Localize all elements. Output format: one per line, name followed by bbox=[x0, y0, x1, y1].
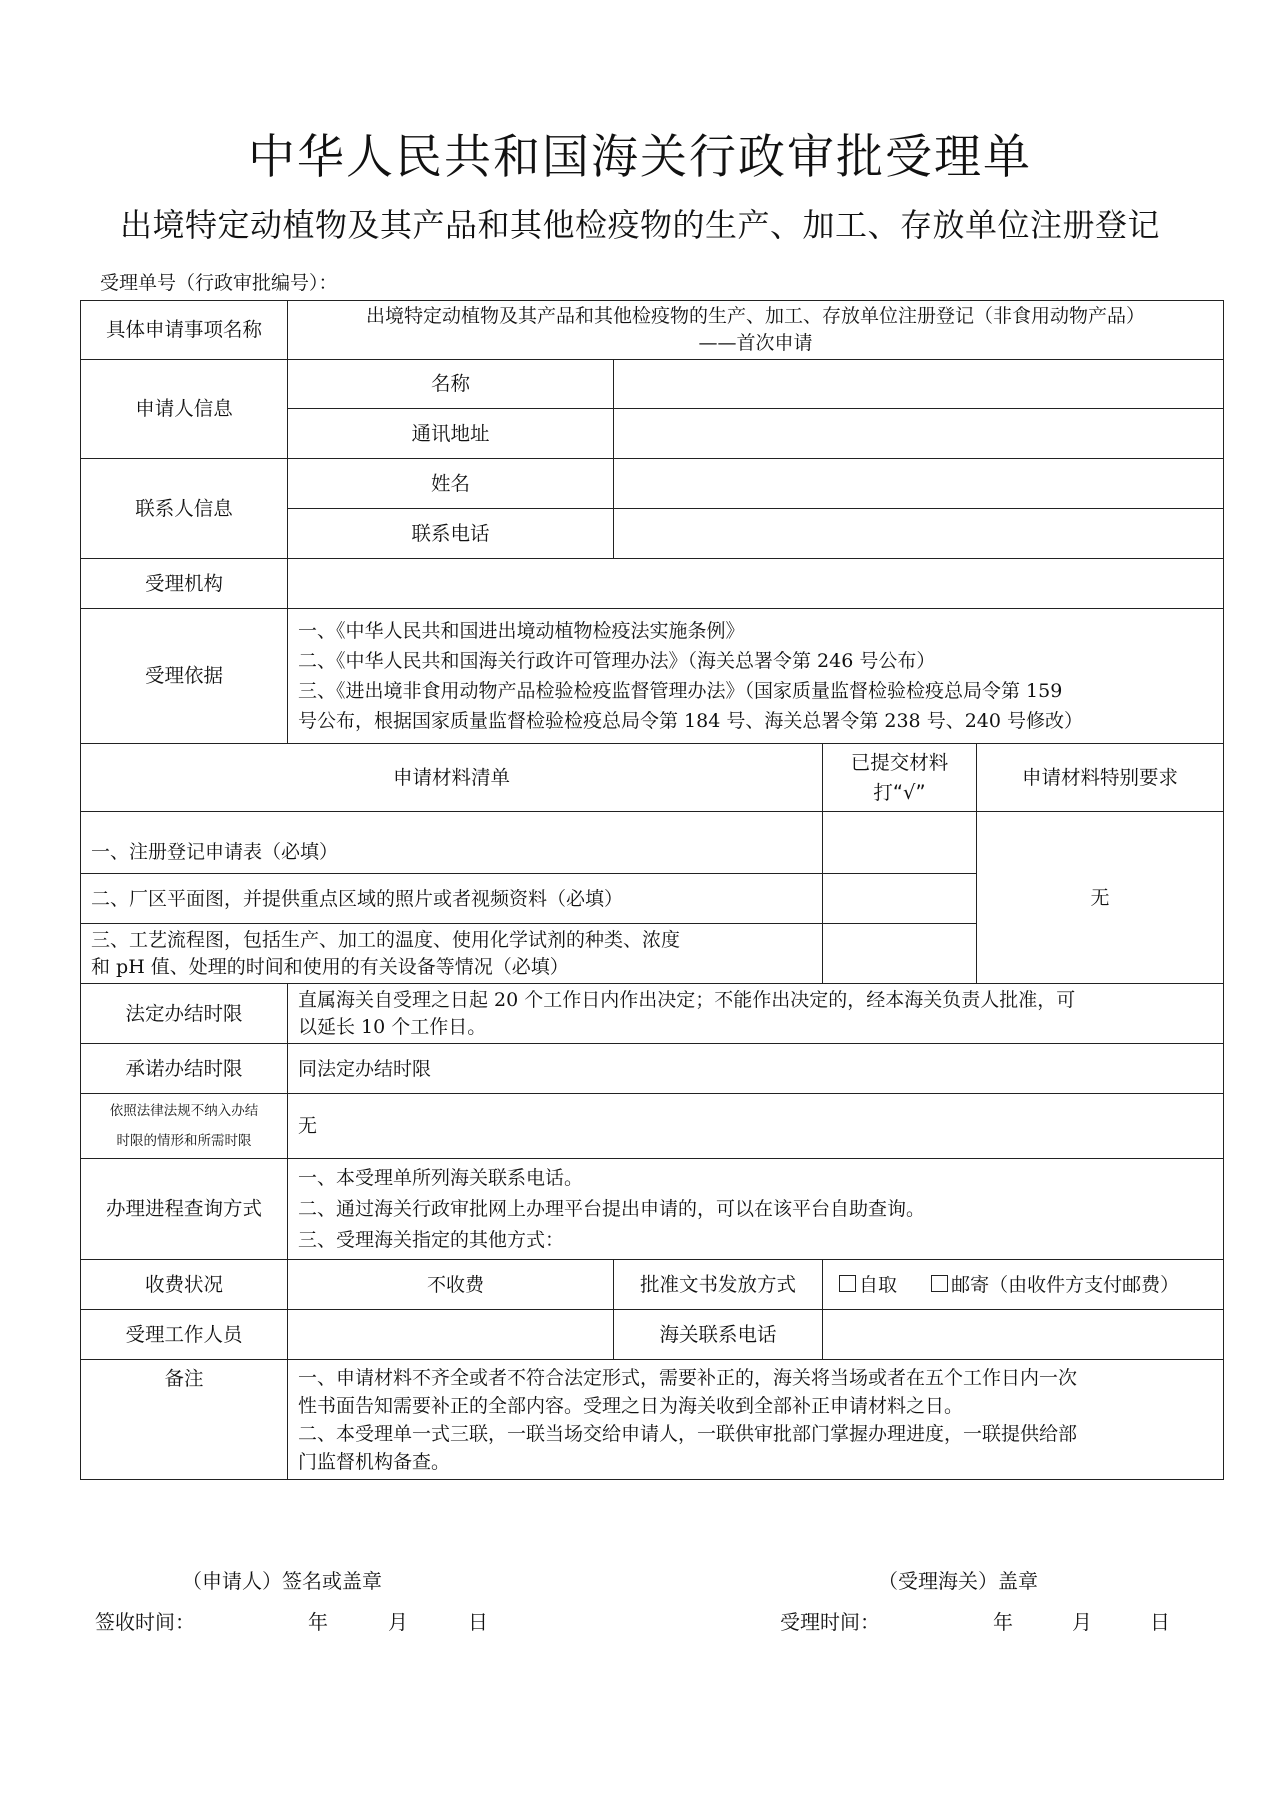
legal-deadline-line2: 以延长 10 个工作日。 bbox=[298, 1015, 487, 1038]
legal-deadline-value bbox=[288, 984, 1224, 1044]
delivery-method-options bbox=[823, 1260, 1224, 1310]
customs-year-label: 年 bbox=[993, 1610, 1013, 1634]
material-item-line2: 和 pH 值、处理的时间和使用的有关设备等情况（必填） bbox=[91, 955, 569, 978]
materials-submitted-header-line1: 已提交材料 bbox=[850, 750, 949, 774]
applicant-info-label: 申请人信息 bbox=[81, 360, 288, 459]
basis-line: 三、《进出境非食用动物产品检验检疫监督管理办法》（国家质量监督检验检疫总局令第 159 bbox=[298, 680, 1063, 702]
page-subtitle: 出境特定动植物及其产品和其他检疫物的生产、加工、存放单位注册登记 bbox=[119, 206, 1160, 244]
remarks-line: 门监督机构备查。 bbox=[298, 1450, 451, 1473]
material-checkbox-cell[interactable] bbox=[823, 874, 977, 924]
page-title: 中华人民共和国海关行政审批受理单 bbox=[248, 130, 1032, 185]
applicant-sign-time-label: 签收时间： bbox=[95, 1610, 195, 1634]
remarks-label: 备注 bbox=[81, 1360, 288, 1480]
progress-query-label: 办理进程查询方式 bbox=[81, 1159, 288, 1260]
excluded-time-label-line2: 时限的情形和所需时限 bbox=[116, 1133, 252, 1149]
agency-label: 受理机构 bbox=[81, 559, 288, 609]
material-checkbox-cell[interactable] bbox=[823, 924, 977, 984]
row-excluded-time bbox=[81, 1094, 1224, 1159]
row-basis bbox=[81, 609, 1224, 744]
row-progress-query bbox=[81, 1159, 1224, 1260]
material-checkbox-cell[interactable] bbox=[823, 812, 977, 874]
contact-info-label: 联系人信息 bbox=[81, 459, 288, 559]
customs-day-label: 日 bbox=[1150, 1610, 1170, 1634]
progress-query-line: 一、本受理单所列海关联系电话。 bbox=[298, 1166, 584, 1189]
item-name-line1: 出境特定动植物及其产品和其他检疫物的生产、加工、存放单位注册登记（非食用动物产品） bbox=[366, 305, 1146, 327]
materials-list-header: 申请材料清单 bbox=[81, 744, 823, 812]
row-legal-deadline bbox=[81, 984, 1224, 1044]
fee-status-label: 收费状况 bbox=[81, 1260, 288, 1310]
materials-submitted-header bbox=[823, 744, 977, 812]
material-item bbox=[81, 924, 823, 984]
customs-phone-field[interactable] bbox=[823, 1310, 1224, 1360]
applicant-year-label: 年 bbox=[308, 1610, 328, 1634]
contact-name-label: 姓名 bbox=[288, 459, 614, 509]
legal-deadline-line1: 直属海关自受理之日起 20 个工作日内作出决定；不能作出决定的，经本海关负责人批准，可 bbox=[298, 988, 1076, 1011]
delivery-option-mail[interactable] bbox=[931, 1274, 1179, 1296]
applicant-address-label: 通讯地址 bbox=[288, 409, 614, 459]
customs-seal-label: （受理海关）盖章 bbox=[878, 1569, 1038, 1593]
legal-deadline-label: 法定办结时限 bbox=[81, 984, 288, 1044]
material-row bbox=[81, 812, 1224, 874]
applicant-address-field[interactable] bbox=[614, 409, 1224, 459]
excluded-time-label bbox=[81, 1094, 288, 1159]
applicant-day-label: 日 bbox=[468, 1610, 488, 1634]
delivery-method-label: 批准文书发放方式 bbox=[614, 1260, 823, 1310]
remarks-line: 性书面告知需要补正的全部内容。受理之日为海关收到全部补正申请材料之日。 bbox=[298, 1394, 964, 1417]
basis-line: 二、《中华人民共和国海关行政许可管理办法》（海关总署令第 246 号公布） bbox=[298, 650, 936, 672]
row-fee bbox=[81, 1260, 1224, 1310]
row-agency bbox=[81, 559, 1224, 609]
contact-phone-label: 联系电话 bbox=[288, 509, 614, 559]
remarks-line: 一、申请材料不齐全或者不符合法定形式，需要补正的，海关将当场或者在五个工作日内一次 bbox=[298, 1366, 1078, 1389]
applicant-signature-label: （申请人）签名或盖章 bbox=[182, 1569, 382, 1593]
material-item-line1: 三、工艺流程图，包括生产、加工的温度、使用化学试剂的种类、浓度 bbox=[91, 928, 681, 951]
basis-label: 受理依据 bbox=[81, 609, 288, 744]
basis-line: 号公布，根据国家质量监督检验检疫总局令第 184 号、海关总署令第 238 号、240 号修改） bbox=[298, 710, 1083, 732]
row-applicant-name bbox=[81, 360, 1224, 409]
progress-query-line: 二、通过海关行政审批网上办理平台提出申请的，可以在该平台自助查询。 bbox=[298, 1197, 926, 1220]
customs-month-label: 月 bbox=[1072, 1610, 1092, 1634]
row-staff bbox=[81, 1310, 1224, 1360]
acceptance-form-table bbox=[80, 300, 1224, 1480]
materials-requirements-header: 申请材料特别要求 bbox=[977, 744, 1224, 812]
applicant-name-field[interactable] bbox=[614, 360, 1224, 409]
basis-content bbox=[288, 609, 1224, 744]
promised-deadline-label: 承诺办结时限 bbox=[81, 1044, 288, 1094]
checkbox-icon[interactable] bbox=[839, 1275, 856, 1292]
materials-submitted-header-line2: 打“√” bbox=[873, 780, 926, 804]
row-materials-header bbox=[81, 744, 1224, 812]
remarks-content bbox=[288, 1360, 1224, 1480]
applicant-month-label: 月 bbox=[388, 1610, 408, 1634]
acceptance-number-label: 受理单号（行政审批编号）： bbox=[100, 272, 338, 294]
item-name-label: 具体申请事项名称 bbox=[81, 301, 288, 360]
item-name-line2: ——首次申请 bbox=[698, 332, 813, 354]
delivery-option-self-label: 自取 bbox=[859, 1273, 898, 1296]
excluded-time-value: 无 bbox=[288, 1094, 1224, 1159]
staff-label: 受理工作人员 bbox=[81, 1310, 288, 1360]
applicant-name-label: 名称 bbox=[288, 360, 614, 409]
promised-deadline-value: 同法定办结时限 bbox=[288, 1044, 1224, 1094]
staff-field[interactable] bbox=[288, 1310, 614, 1360]
checkbox-icon[interactable] bbox=[931, 1275, 948, 1292]
excluded-time-label-line1: 依照法律法规不纳入办结 bbox=[109, 1103, 259, 1119]
customs-phone-label: 海关联系电话 bbox=[614, 1310, 823, 1360]
material-item: 二、厂区平面图，并提供重点区域的照片或者视频资料（必填） bbox=[81, 874, 823, 924]
materials-requirements-value: 无 bbox=[977, 812, 1224, 984]
contact-phone-field[interactable] bbox=[614, 509, 1224, 559]
customs-accept-time-label: 受理时间： bbox=[780, 1610, 880, 1634]
progress-query-line: 三、受理海关指定的其他方式： bbox=[298, 1228, 565, 1251]
row-remarks bbox=[81, 1360, 1224, 1480]
row-contact-name bbox=[81, 459, 1224, 509]
material-item: 一、注册登记申请表（必填） bbox=[81, 812, 823, 874]
agency-field[interactable] bbox=[288, 559, 1224, 609]
row-promised-deadline bbox=[81, 1044, 1224, 1094]
fee-status-value: 不收费 bbox=[288, 1260, 614, 1310]
remarks-line: 二、本受理单一式三联，一联当场交给申请人，一联供审批部门掌握办理进度，一联提供给部 bbox=[298, 1422, 1078, 1445]
item-name-value bbox=[288, 301, 1224, 360]
progress-query-content bbox=[288, 1159, 1224, 1260]
delivery-option-mail-label: 邮寄（由收件方支付邮费） bbox=[951, 1273, 1180, 1296]
delivery-option-self[interactable] bbox=[839, 1274, 897, 1296]
row-item-name bbox=[81, 301, 1224, 360]
basis-line: 一、《中华人民共和国进出境动植物检疫法实施条例》 bbox=[298, 620, 745, 642]
contact-name-field[interactable] bbox=[614, 459, 1224, 509]
